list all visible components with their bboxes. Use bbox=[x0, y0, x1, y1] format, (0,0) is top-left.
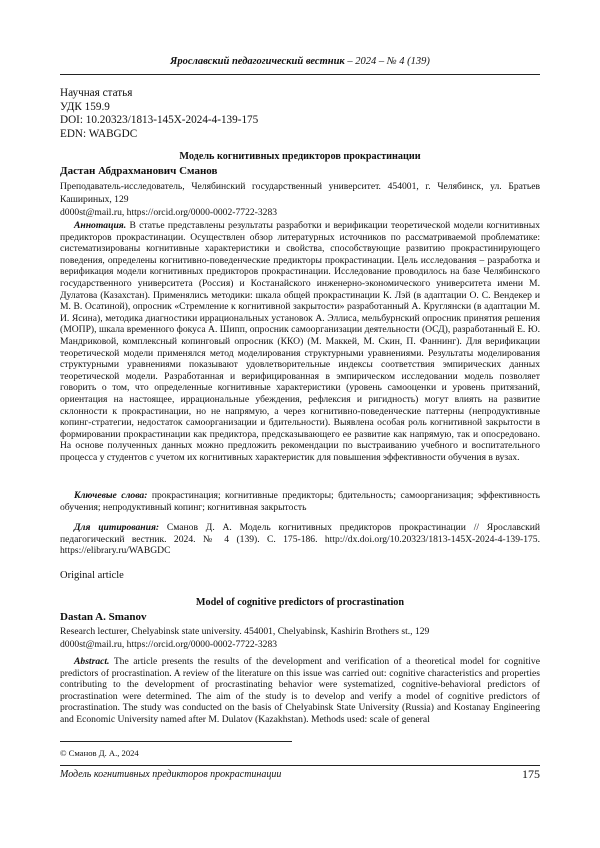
footnote-rule bbox=[60, 741, 292, 742]
article-title-ru: Модель когнитивных предикторов прокрастинации bbox=[179, 151, 421, 162]
author-affiliation-ru: Преподаватель-исследователь, Челябинский государственный университет. 454001, г. Челябинск, ул. Братьев Кашириных, 129 bbox=[60, 181, 540, 205]
author-contacts-en: d000st@mail.ru, https://orcid.org/0000-0002-7722-3283 bbox=[60, 639, 278, 650]
abstract-label-ru: Аннотация. bbox=[74, 220, 127, 231]
citation-ru bbox=[60, 522, 540, 557]
article-type-en: Original article bbox=[60, 570, 124, 581]
author-name-ru: Дастан Абдрахманович Сманов bbox=[60, 165, 218, 177]
header-rule bbox=[60, 74, 540, 75]
author-contacts-ru: d000st@mail.ru, https://orcid.org/0000-0002-7722-3283 bbox=[60, 207, 278, 218]
keywords-label-ru: Ключевые слова: bbox=[74, 490, 148, 501]
journal-name: Ярославский педагогический вестник bbox=[170, 56, 345, 67]
article-title-en: Model of cognitive predictors of procrastination bbox=[195, 597, 405, 608]
author-name-en: Dastan A. Smanov bbox=[60, 611, 147, 623]
page-number: 175 bbox=[522, 767, 540, 781]
doi: DOI: 10.20323/1813-145X-2024-4-139-175 bbox=[60, 114, 259, 127]
author-affiliation-en: Research lecturer, Chelyabinsk state university. 454001, Chelyabinsk, Kashirin Brothers st., 129 bbox=[60, 626, 430, 637]
article-meta-ru bbox=[60, 87, 258, 141]
keywords-ru bbox=[60, 490, 540, 513]
article-type-ru: Научная статья bbox=[60, 87, 133, 99]
copyright-note: © Сманов Д. А., 2024 bbox=[60, 748, 139, 758]
running-header bbox=[0, 56, 600, 67]
abstract-text-en: The article presents the results of the development and verification of a theoretical model for cognitive predictors of procrastination. A review of the literature on this issue was carried out: cognitive characteristics and properties contributing to the development of procrastinating behavior were systematized, cognitive-behavioral predictors of procrastination were determined. The aim of the study is to develop and verify a model of cognitive predictors of procrastination. The study was conducted on the basis of Chelyabinsk State University (Russia) and Kostanay Engineering and Economic University named after M. Dulatov (Kazakhstan). Methods used: scale of general bbox=[60, 656, 540, 725]
keywords-text-ru: прокрастинация; когнитивные предикторы; бдительность; самоорганизация; эффективность обучения; непродуктивный копинг; когнитивная закрытость bbox=[60, 490, 540, 513]
abstract-text-ru: В статье представлены результаты разработки и верификации теоретической модели когнитивных предикторов прокрастинации. Осуществлен обзор литературных источников по рассматриваемой проблематике: систематизированы когнитивные характеристики и свойства, способствующие развитию прокрастинирующего поведения, определены когнитивно-поведенческие предикторы прокрастинации. Цель исследования – разработка и верификация модели когнитивных предикторов прокрастинации. Исследование проводилось на базе Челябинского государственного университета (Россия) и Костанайского инженерно-экономического университета имени М. Дулатова (Казахстан). Применялись методики: шкала общей прокрастинации К. Лэй (в адаптации О. С. Вендекер и М. В. Осатиной), опросник «Стремление к когнитивной закрытости» разработанный А. Круглянски (в адаптации М. И. Ясина), методика диагностики иррациональных установок А. Эллиса, мельбурнский опросник принятия решения (МОПР), шкала временного фокуса А. Шипп, опросник самоорганизации деятельности (ОСД), разработанный Е. Ю. Мандриковой, комплексный копинговый опросник (ККО) (М. Маккей, М. Скин, П. Фаннинг). Для верификации теоретической модели применялся метод моделирования структурными уравнениями. Результаты моделирования структурными уравнениями показывают удовлетворительные индексы соответствия эмпирических данных теоретической модели. Разработанная и верифицированная в эмпирическом исследовании модель позволяет говорить о том, что определенные когнитивные характеристики (уровень самооценки и уровень притязаний, ориентация на настоящее, иррациональные убеждения, рефлексия и ригидность) могут влиять на развитие склонности к прокрастинации, но не напрямую, а через когнитивно-поведенческие паттерны (непродуктивные копинг-стратегии, недостаток самоорганизации и бдительности). Выявлена особая роль когнитивной закрытости в формировании прокрастинации как предиктора, предсказывающего ее развитие как напрямую, так и опосредовано. На основе полученных данных можно предложить рекомендации по выстраиванию учебного и воспитательного процесса у студентов с учетом их когнитивных характеристик для повышения эффективности обучения в вузах. bbox=[60, 220, 540, 463]
citation-text-ru: Сманов Д. А. Модель когнитивных предикторов прокрастинации // Ярославский педагогический вестник. 2024. № 4 (139). С. 175-186. http://dx.doi.org/10.20323/1813-145X-2024-4-139-175. https://elibrary.ru/WABGDC bbox=[60, 522, 541, 557]
footer-rule bbox=[60, 765, 540, 766]
abstract-en bbox=[60, 656, 540, 726]
journal-issue: – 2024 – № 4 (139) bbox=[344, 56, 430, 67]
running-footer-title: Модель когнитивных предикторов прокрастинации bbox=[60, 769, 282, 780]
citation-label-ru: Для цитирования: bbox=[74, 522, 160, 533]
edn: EDN: WABGDC bbox=[60, 127, 138, 140]
abstract-label-en: Abstract. bbox=[74, 656, 110, 667]
udk: УДК 159.9 bbox=[60, 100, 110, 113]
abstract-ru bbox=[60, 220, 540, 463]
